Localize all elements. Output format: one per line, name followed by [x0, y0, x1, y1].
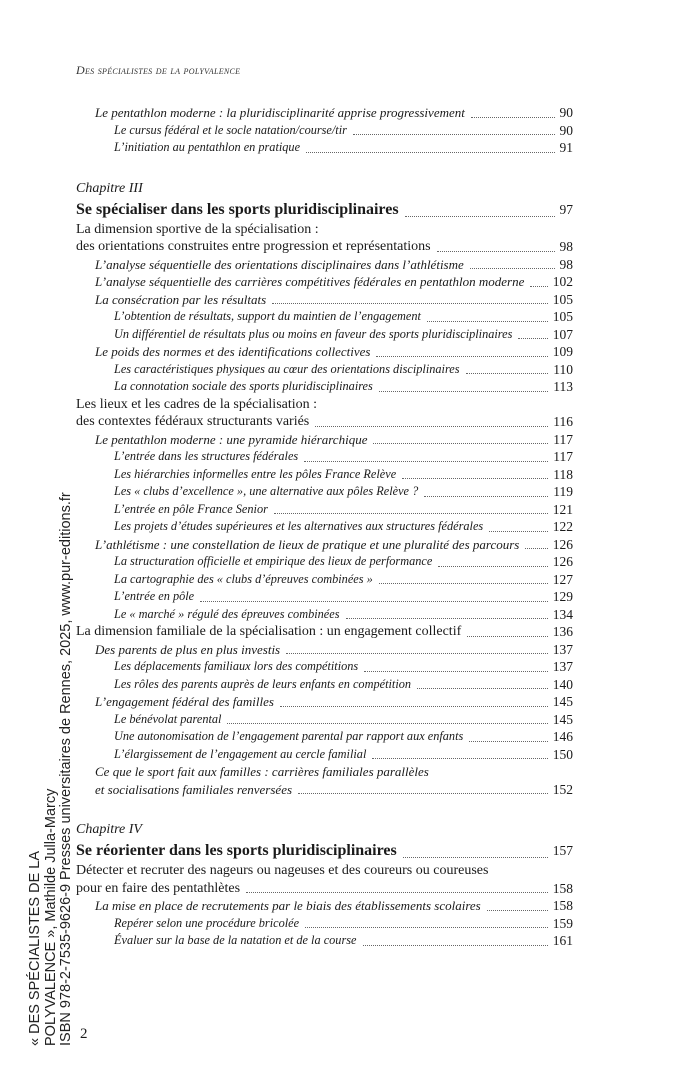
toc-entry: [76, 693, 573, 711]
toc-line: [76, 862, 573, 880]
toc-line: [76, 518, 573, 536]
toc-page-number: 146: [552, 729, 573, 744]
toc-line: [76, 571, 573, 589]
toc-page-number: 116: [553, 414, 573, 429]
toc-line: [76, 623, 573, 641]
toc-page-number: 137: [552, 659, 573, 674]
dot-leader: [274, 513, 548, 514]
dot-leader: [379, 391, 548, 392]
toc-page-number: 90: [559, 105, 573, 120]
toc-page-number: 91: [559, 140, 573, 155]
dot-leader: [227, 723, 547, 724]
toc-entry: [76, 273, 573, 291]
toc-entry: [76, 483, 573, 501]
toc-line: [76, 932, 573, 950]
dot-leader: [315, 426, 548, 427]
dot-leader: [403, 857, 548, 858]
toc-line: [76, 880, 573, 898]
toc-page-number: 127: [552, 571, 573, 587]
toc-entry-title: Les hiérarchies informelles entre les pôles France Relève: [114, 466, 397, 481]
toc-line: [76, 746, 573, 764]
chapter-label: Chapitre IV: [76, 822, 142, 837]
toc-entry: [76, 606, 573, 624]
toc-entry-title: La structuration officielle et empirique des lieux de performance: [114, 554, 433, 568]
dot-leader: [487, 910, 548, 911]
toc-line: [76, 676, 573, 694]
toc-line: [76, 361, 573, 379]
toc-entry: [76, 932, 573, 950]
toc-entry: [76, 326, 573, 344]
toc-page-number: 113: [553, 379, 573, 394]
toc-entry-title: Le pentathlon moderne : la pluridisciplinarité apprise progressivement: [95, 105, 465, 120]
toc-entry-title: Le pentathlon moderne : une pyramide hiérarchique: [95, 431, 368, 447]
toc-entry: [76, 361, 573, 379]
toc-line: [76, 396, 573, 414]
toc-page-number: 105: [552, 291, 573, 307]
dot-leader: [372, 758, 547, 759]
toc-page-number: 152: [552, 781, 573, 797]
chapter-label: Chapitre III: [76, 180, 143, 196]
toc-line: [76, 448, 573, 466]
toc-page-number: 109: [552, 344, 573, 359]
toc-entry: [76, 658, 573, 676]
toc-entry-title: La cartographie des « clubs d’épreuves combinées »: [114, 571, 373, 586]
toc-page-number: 98: [559, 256, 573, 272]
toc-entry-title: des orientations construites entre progression et représentations: [76, 239, 431, 254]
toc-entry-title: Les « clubs d’excellence », une alternative aux pôles Relève ?: [114, 484, 419, 498]
toc-entry-title: L’engagement fédéral des familles: [95, 694, 274, 709]
toc-page-number: 105: [552, 309, 573, 324]
toc-entry: [76, 623, 573, 641]
toc-entry-title: Le cursus fédéral et le socle natation/course/tir: [114, 122, 347, 137]
toc-entry-title: L’entrée en pôle: [114, 589, 195, 603]
dot-leader: [402, 478, 548, 479]
toc-line: [76, 291, 573, 309]
toc-entry-title: Des parents de plus en plus investis: [95, 641, 281, 657]
toc-page-number: 145: [552, 694, 573, 709]
toc-entry: [76, 448, 573, 466]
dot-leader: [304, 461, 548, 462]
toc-entry: [76, 763, 573, 798]
toc-line: [76, 693, 573, 711]
dot-leader: [518, 338, 547, 339]
dot-leader: [525, 548, 547, 549]
toc-entry-title: Ce que le sport fait aux familles : carrières familiales parallèles: [95, 764, 429, 779]
toc-entry: [76, 466, 573, 484]
toc-entry-title: Les rôles des parents auprès de leurs enfants en compétition: [114, 676, 412, 691]
toc-line: [76, 378, 573, 396]
toc-entry: [76, 431, 573, 449]
toc-entry-title: L’analyse séquentielle des carrières compétitives fédérales en pentathlon moderne: [95, 274, 525, 289]
chapter-title-entry: [76, 199, 573, 221]
toc-line: [76, 728, 573, 746]
toc-entry: [76, 501, 573, 519]
toc-entry: [76, 396, 573, 431]
toc-page-number: 136: [552, 624, 573, 639]
toc-line: [76, 238, 573, 256]
dot-leader: [346, 618, 548, 619]
toc-entry-title: Les projets d’études supérieures et les alternatives aux structures fédérales: [114, 519, 484, 533]
toc-entry: [76, 588, 573, 606]
dot-leader: [469, 741, 547, 742]
toc-entry: [76, 676, 573, 694]
dot-leader: [306, 152, 554, 153]
toc-entry: [76, 711, 573, 729]
toc-entry: [76, 256, 573, 274]
toc-page-number: 137: [552, 641, 573, 657]
toc-line: [76, 536, 573, 554]
toc-page-number: 145: [552, 711, 573, 727]
toc-entry-title: pour en faire des pentathlètes: [76, 880, 241, 896]
toc-page-number: 110: [553, 361, 573, 377]
toc-line: [76, 501, 573, 519]
toc-line: [76, 466, 573, 484]
toc-page-number: 107: [552, 326, 573, 342]
toc-line: [76, 641, 573, 659]
side-notice-line: « DES SPÉCIALISTES DE LA: [27, 850, 43, 1046]
toc-line: [76, 343, 573, 361]
dot-leader: [363, 945, 548, 946]
dot-leader: [438, 566, 547, 567]
toc-entry-title: L’obtention de résultats, support du maintien de l’engagement: [114, 309, 421, 323]
toc-entry-title: Le bénévolat parental: [114, 711, 222, 726]
chapter-title-entry: [76, 840, 573, 862]
side-notice-line: POLYVALENCE », Mathilde Julla-Marcy: [42, 788, 59, 1046]
toc-line: [76, 781, 573, 799]
toc-line: [76, 122, 573, 140]
dot-leader: [470, 268, 555, 269]
dot-leader: [280, 706, 548, 707]
toc-line: [76, 221, 573, 239]
dot-leader: [467, 636, 547, 637]
side-copyright-notice: [28, 492, 75, 1046]
toc-page-number: 150: [552, 746, 573, 762]
dot-leader: [373, 443, 548, 444]
toc-page-number: 122: [552, 519, 573, 534]
toc-line: [76, 413, 573, 431]
toc-entry-title: Le poids des normes et des identifications collectives: [95, 344, 371, 359]
toc-entry-title: Une autonomisation de l’engagement parental par rapport aux enfants: [114, 729, 464, 743]
toc-page-number: 118: [553, 466, 573, 482]
toc-entry: [76, 553, 573, 571]
running-head: Des spécialistes de la polyvalence: [76, 63, 241, 77]
toc-entry: [76, 915, 573, 933]
toc-line: [76, 711, 573, 729]
dot-leader: [405, 216, 555, 217]
toc-page-number: 90: [559, 122, 573, 138]
toc-entry: [76, 139, 573, 157]
toc-page-number: 97: [559, 201, 573, 217]
toc-entry-title: La consécration par les résultats: [95, 291, 267, 307]
toc-line: [76, 308, 573, 326]
toc-line: [76, 483, 573, 501]
toc-line: [76, 431, 573, 449]
toc-entry: [76, 378, 573, 396]
table-of-contents: [76, 104, 573, 950]
toc-page-number: 157: [552, 843, 573, 858]
dot-leader: [489, 531, 548, 532]
toc-entry: [76, 104, 573, 122]
dot-leader: [364, 671, 548, 672]
toc-line: [76, 588, 573, 606]
toc-line: [76, 840, 573, 862]
toc-entry: [76, 122, 573, 140]
toc-entry-title: La dimension familiale de la spécialisation : un engagement collectif: [76, 624, 462, 639]
toc-entry: [76, 897, 573, 915]
toc-page-number: 158: [552, 898, 573, 913]
toc-line: [76, 915, 573, 933]
toc-page-number: 117: [553, 449, 573, 464]
dot-leader: [417, 688, 548, 689]
toc-line: [76, 553, 573, 571]
toc-entry-title: L’initiation au pentathlon en pratique: [114, 140, 301, 154]
toc-entry: [76, 518, 573, 536]
side-notice-line: ISBN 978-2-7535-9626-9 Presses universitaires de Rennes, 2025, www.pur-editions.fr: [58, 492, 74, 1046]
toc-page-number: 98: [559, 239, 573, 254]
dot-leader: [353, 134, 555, 135]
dot-leader: [286, 653, 548, 654]
toc-entry: [76, 221, 573, 256]
toc-entry-title: La connotation sociale des sports pluridisciplinaires: [114, 379, 373, 393]
toc-page-number: 129: [552, 589, 573, 604]
toc-entry: [76, 728, 573, 746]
toc-entry: [76, 291, 573, 309]
toc-entry-title: L’élargissement de l’engagement au cercle familial: [114, 746, 367, 761]
toc-entry-title: Évaluer sur la base de la natation et de la course: [114, 933, 357, 947]
toc-entry-title: Se spécialiser dans les sports pluridisciplinaires: [76, 200, 399, 218]
toc-entry: [76, 343, 573, 361]
toc-entry-title: des contextes fédéraux structurants variés: [76, 414, 310, 429]
dot-leader: [246, 892, 548, 893]
dot-leader: [376, 356, 547, 357]
toc-entry: [76, 571, 573, 589]
dot-leader: [272, 303, 548, 304]
toc-page-number: 126: [552, 554, 573, 569]
toc-line: [76, 763, 573, 781]
toc-line: [76, 256, 573, 274]
toc-entry-title: La mise en place de recrutements par le biais des établissements scolaires: [95, 898, 481, 913]
dot-leader: [200, 601, 548, 602]
dot-leader: [379, 583, 548, 584]
toc-line: [76, 658, 573, 676]
dot-leader: [471, 117, 555, 118]
toc-page-number: 159: [552, 915, 573, 931]
toc-entry-title: Se réorienter dans les sports pluridisciplinaires: [76, 842, 397, 859]
toc-entry-title: L’entrée en pôle France Senior: [114, 501, 268, 516]
toc-page-number: 117: [553, 431, 573, 447]
toc-entry: [76, 536, 573, 554]
dot-leader: [305, 927, 548, 928]
toc-line: [76, 897, 573, 915]
dot-leader: [466, 373, 549, 374]
toc-page-number: 121: [552, 501, 573, 517]
toc-line: [76, 139, 573, 157]
dot-leader: [437, 251, 555, 252]
dot-leader: [427, 321, 548, 322]
toc-entry-title: Un différentiel de résultats plus ou moins en faveur des sports pluridisciplinaires: [114, 326, 513, 341]
toc-entry-title: Le « marché » régulé des épreuves combinées: [114, 606, 340, 621]
toc-line: [76, 606, 573, 624]
toc-entry: [76, 746, 573, 764]
toc-line: [76, 199, 573, 221]
toc-page-number: 119: [553, 484, 573, 499]
toc-entry-title: Les caractéristiques physiques au cœur des orientations disciplinaires: [114, 361, 460, 376]
dot-leader: [298, 793, 548, 794]
page-number: 2: [80, 1026, 88, 1042]
dot-leader: [530, 286, 547, 287]
toc-entry-title: L’athlétisme : une constellation de lieux de pratique et une pluralité des parcours: [95, 536, 520, 552]
toc-page-number: 102: [552, 274, 573, 289]
toc-entry-title: L’entrée dans les structures fédérales: [114, 449, 299, 463]
toc-page-number: 158: [552, 880, 573, 896]
toc-entry-title: La dimension sportive de la spécialisation :: [76, 221, 319, 237]
toc-page-number: 161: [552, 933, 573, 948]
toc-entry: [76, 308, 573, 326]
toc-entry-title: Les déplacements familiaux lors des compétitions: [114, 659, 359, 673]
toc-entry-title: L’analyse séquentielle des orientations disciplinaires dans l’athlétisme: [95, 256, 464, 272]
toc-line: [76, 104, 573, 122]
toc-entry: [76, 641, 573, 659]
toc-entry-title: Repérer selon une procédure bricolée: [114, 915, 300, 930]
toc-line: [76, 273, 573, 291]
toc-page-number: 140: [552, 676, 573, 692]
toc-entry: [76, 862, 573, 897]
dot-leader: [424, 496, 548, 497]
toc-entry-title: Les lieux et les cadres de la spécialisation :: [76, 396, 318, 412]
toc-line: [76, 326, 573, 344]
toc-entry-title: et socialisations familiales renversées: [95, 781, 293, 797]
toc-page-number: 126: [552, 536, 573, 552]
toc-page-number: 134: [552, 606, 573, 622]
toc-entry-title: Détecter et recruter des nageurs ou nageuses et des coureurs ou coureuses: [76, 863, 489, 878]
